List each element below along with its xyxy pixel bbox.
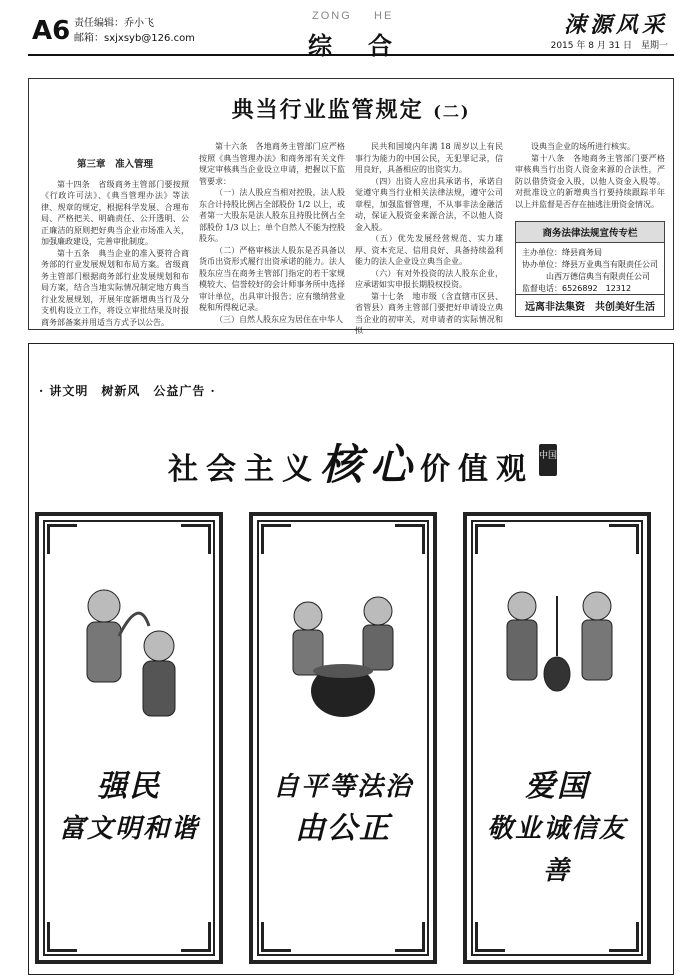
china-seal: 中国 [539,444,557,476]
chapter-heading: 第三章 准入管理 [76,159,153,170]
promo-box [515,221,665,317]
editor-email: 邮箱：sxjxsyb@126.com [74,33,195,44]
children-illustration-icon [59,576,199,736]
panel-2-line2: 由公正 [295,811,391,846]
promo-co-organizer-2: 山西万德信典当有限责任公司 [546,272,650,281]
article-title [29,93,673,124]
article-title-main: 典当行业监管规定 [231,97,424,123]
ad-panel-1 [35,512,223,964]
ad-panel-2 [249,512,437,964]
section-latin-1: ZONG [312,10,352,22]
panel-text-2 [263,766,423,850]
editor-info [74,16,195,46]
article-column-2 [199,141,345,325]
panel-2-line1: 自平等法治 [272,772,413,802]
promo-phone: 监督电话：6526892 12312 [522,284,632,293]
article-box [28,78,674,335]
public-service-ad [28,343,674,975]
paragraph: （三）自然人股东应为居住在中华人 [215,314,343,324]
paragraph: （二）严格审核法人股东是否具备以货币出资形式履行出资承诺的能力。法人股东应当在商务主管部门指定的若干家规模较大、信誉较好的会计师事务所中选择审计单位，出具审计报告；应有缴纳营业税和所得税记录。 [199,245,345,312]
section-latin-2: HE [374,10,394,22]
promo-host: 主办单位：绛县商务局 [522,248,602,257]
promo-slogan: 远离非法集资 共创美好生活 [516,294,664,313]
panel-3-line2: 敬业诚信友善 [486,814,627,886]
ad-title [29,432,673,492]
section-name-2: 合 [368,31,392,60]
paragraph: 第十五条 典当企业的准入要符合商务部的行业发展规划和布局方案。省级商务主管部门根据商务部行业发展规划和布局方案，结合当地实际情况制定地方典当行业发展规划，开展年度新增典当行及分支机构设立工作，将设立审批结果及时报商务部备案并用适当方式予以公告。 [41,248,189,327]
section-name-1: 综 [308,31,332,60]
paragraph: （六）有对外投资的法人股东企业，应承诺如实申报长期股权投资。 [355,268,503,289]
paragraph: 第十七条 地市级（含直辖市区县、省管县）商务主管部门要把好申请设立典当企业的初审关，对申请者的实际情况和拟 [355,291,503,335]
ad-panel-3 [463,512,651,964]
ad-title-big: 核心 [319,440,420,489]
children-lantern-illustration-icon [487,576,627,736]
panel-1-line2: 富文明和谐 [58,814,199,844]
article-column-4 [515,141,665,210]
brand-logo: 涑源风采 [563,12,668,38]
children-cooking-illustration-icon [273,576,413,736]
article-title-num: (二) [433,102,471,121]
panel-text-3 [477,766,637,892]
ad-slogan: · 讲文明 树新风 公益广告 · [39,384,216,398]
panel-3-line1: 爱国 [525,769,589,804]
issue-date: 2015 年 8 月 31 日 星期一 [550,41,668,51]
promo-co-organizer: 协办单位：绛县万业典当有限责任公司 [522,260,658,269]
ad-title-post: 价值观 [420,452,534,487]
ad-title-pre: 社会主义 [167,452,320,487]
promo-body [516,243,664,299]
page-number: A6 [32,16,71,46]
paragraph: 第十八条 各地商务主管部门要严格审核典当行出资人资金来源的合法性，严防以借贷资金入股，以他人资金入股等。对批准设立的新增典当行要持续跟踪半年以上并监督是否存在抽逃注册资金情况。 [515,153,665,209]
panel-text-1 [49,766,209,850]
article-column-3 [355,141,503,337]
paragraph: 第十六条 各地商务主管部门应严格按照《典当管理办法》和商务部有关文件规定审核典当企业设立申请，把握以下监管要求： [199,142,345,186]
editor-name: 责任编辑：乔小飞 [74,18,154,29]
paragraph: 设典当企业的场所进行核实。 [531,142,635,151]
paragraph: 第十四条 省级商务主管部门要按照《行政许可法》、《典当管理办法》等法律、规章的规定，根据科学发展、合理布局、严格把关、明确责任、公开透明、公正廉洁的原则把好典当企业市场准入关，加强廉政建设，完善审批制度。 [41,179,189,246]
panel-1-line1: 强民 [97,769,161,804]
page-header [28,6,674,60]
article-column-1 [41,141,189,328]
paragraph: （四）出资人应出具承诺书，承诺自觉遵守典当行业相关法律法规，遵守公司章程，加强监督管理，不从事非法金融活动，保证入股资金来源合法，不以他人资金入股。 [355,176,503,232]
paragraph: （五）优先发展经营规范、实力雄厚、资本充足、信用良好、具备持续盈利能力的法人企业设立典当企业。 [355,234,503,266]
paragraph: 民共和国境内年满 18 周岁以上有民事行为能力的中国公民，无犯罪记录，信用良好，具备相应的出资实力。 [355,142,503,174]
paragraph: （一）法人股应当相对控股，法人股东合计持股比例占全部股份 1/2 以上，或者第一大股东是法人股东且持股比例占全部股份 1/3 以上；单个自然人不能为控股股东。 [199,188,345,243]
promo-title: 商务法律法规宣传专栏 [516,222,664,243]
